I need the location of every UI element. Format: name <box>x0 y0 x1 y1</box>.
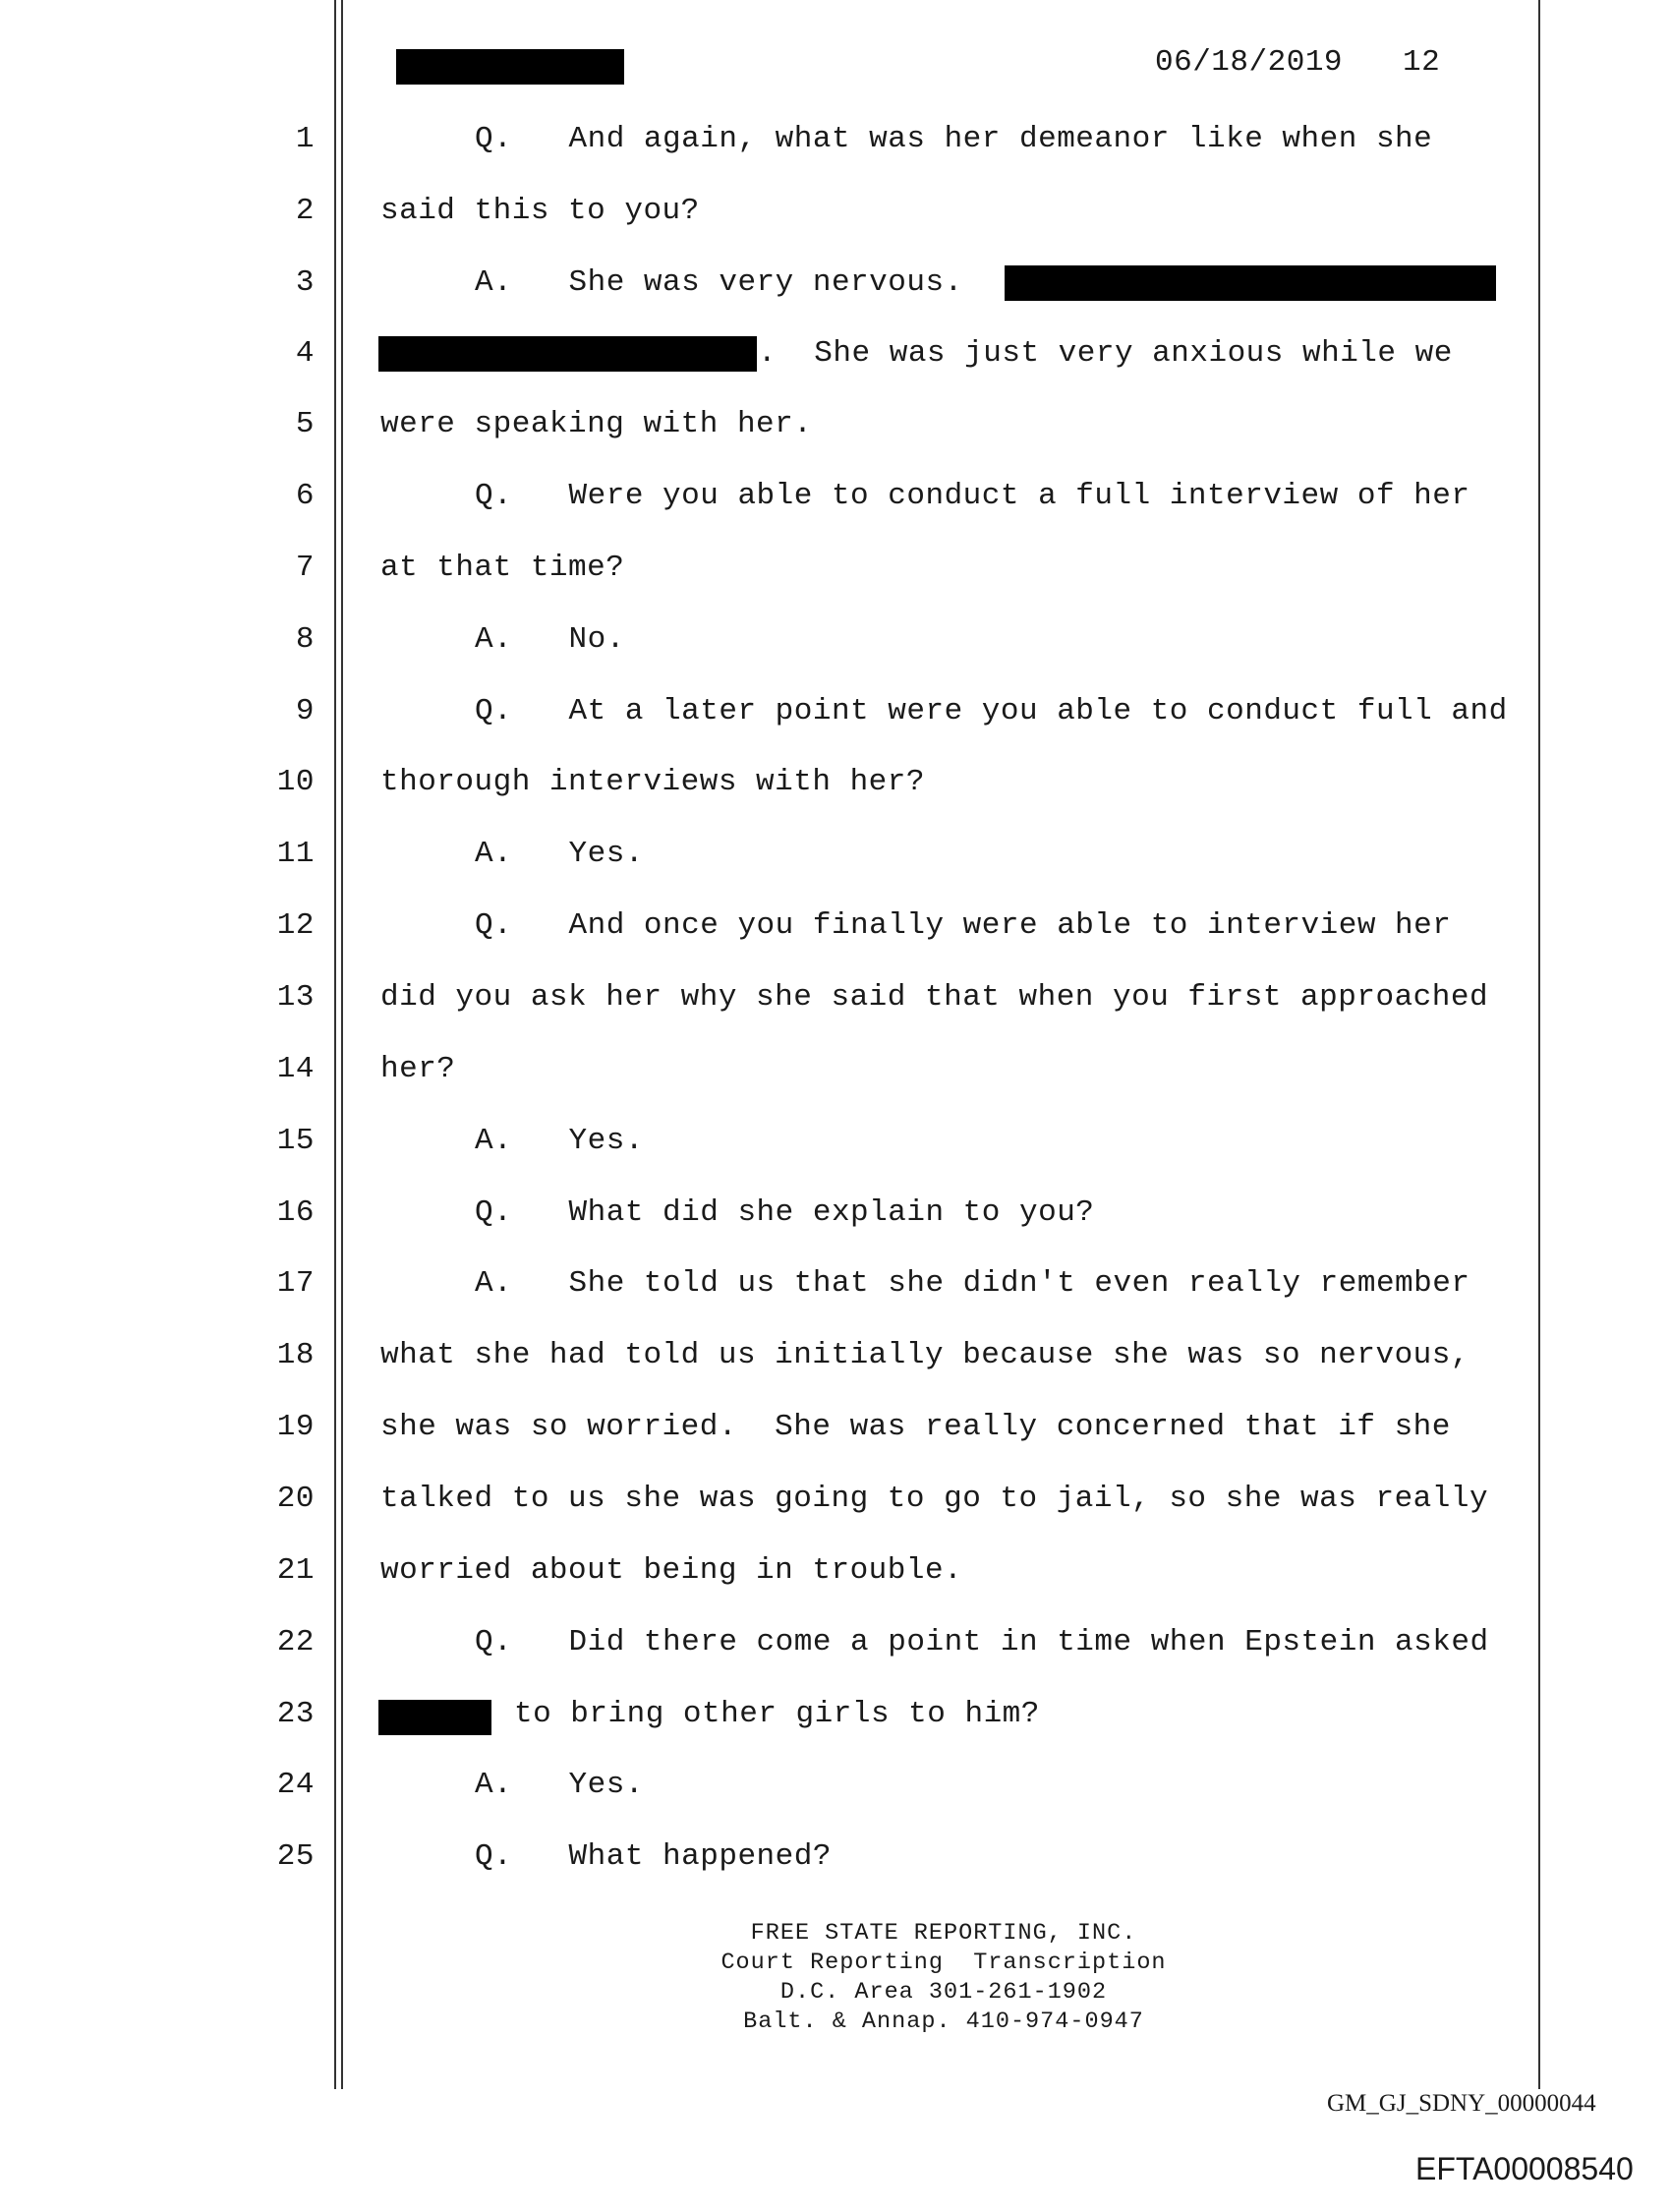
footer-balt-phone: Balt. & Annap. 410-974-0947 <box>743 2008 1144 2035</box>
line-number: 16 <box>276 1195 315 1230</box>
line-number: 12 <box>276 908 315 943</box>
footer-dc-phone: D.C. Area 301-261-1902 <box>779 1979 1108 2006</box>
efta-number: EFTA00008540 <box>1415 2151 1634 2186</box>
transcript-line: she was so worried. She was really concerned that if she <box>380 1410 1451 1444</box>
line-number: 17 <box>276 1266 315 1301</box>
transcript-line: at that time? <box>380 551 625 585</box>
transcript-line: Q. And again, what was her demeanor like when she <box>475 122 1433 156</box>
line-number: 13 <box>276 980 315 1015</box>
transcript-line: to bring other girls to him? <box>514 1697 1040 1731</box>
transcript-line: said this to you? <box>380 194 700 228</box>
header-redaction <box>396 49 624 85</box>
line-number: 9 <box>295 694 315 728</box>
line-number: 1 <box>295 122 315 156</box>
header-date: 06/18/2019 <box>1155 45 1344 80</box>
transcript-line: Q. What happened? <box>475 1839 832 1874</box>
transcript-line: did you ask her why she said that when you first approached <box>380 980 1489 1015</box>
line-number: 23 <box>276 1697 315 1731</box>
redaction-block <box>1005 265 1496 301</box>
transcript-line: her? <box>380 1052 456 1086</box>
transcript-line: Q. What did she explain to you? <box>475 1195 1095 1230</box>
transcript-line: Q. And once you finally were able to interview her <box>475 908 1452 943</box>
line-number: 6 <box>295 479 315 513</box>
transcript-line: were speaking with her. <box>380 407 813 441</box>
transcript-line: worried about being in trouble. <box>380 1553 963 1588</box>
line-number: 7 <box>295 551 315 585</box>
transcript-line: . She was just very anxious while we <box>758 336 1453 371</box>
line-number: 18 <box>276 1338 315 1372</box>
redaction-block <box>378 1700 491 1735</box>
line-number: 25 <box>276 1839 315 1874</box>
line-number: 20 <box>276 1482 315 1516</box>
line-number: 14 <box>276 1052 315 1086</box>
transcript-line: thorough interviews with her? <box>380 765 925 799</box>
line-number: 24 <box>276 1768 315 1802</box>
left-margin-rule-1 <box>334 0 336 2089</box>
header-page-number: 12 <box>1403 45 1441 80</box>
transcript-line: Q. Did there come a point in time when Epstein asked <box>475 1625 1489 1659</box>
transcript-line: A. Yes. <box>475 1768 644 1802</box>
line-number: 22 <box>276 1625 315 1659</box>
transcript-line: talked to us she was going to go to jail, so she was really <box>380 1482 1489 1516</box>
bates-number: GM_GJ_SDNY_00000044 <box>1327 2090 1596 2117</box>
line-number: 5 <box>295 407 315 441</box>
transcript-line: Q. At a later point were you able to conduct full and <box>475 694 1508 728</box>
line-number: 11 <box>276 837 315 871</box>
transcript-line: A. No. <box>475 622 625 657</box>
footer-company: FREE STATE REPORTING, INC. <box>750 1920 1137 1947</box>
transcript-line: A. Yes. <box>475 1124 644 1158</box>
line-number: 10 <box>276 765 315 799</box>
line-number: 21 <box>276 1553 315 1588</box>
transcript-line: A. Yes. <box>475 837 644 871</box>
transcript-line: what she had told us initially because she was so nervous, <box>380 1338 1469 1372</box>
reporter-footer <box>590 1919 1297 2037</box>
line-number: 19 <box>276 1410 315 1444</box>
line-number: 3 <box>295 265 315 300</box>
line-number: 4 <box>295 336 315 371</box>
left-margin-rule-2 <box>341 0 343 2089</box>
right-margin-rule <box>1538 0 1540 2089</box>
transcript-line: Q. Were you able to conduct a full interview of her <box>475 479 1470 513</box>
redaction-block <box>378 336 757 372</box>
transcript-line: A. She was very nervous. <box>475 265 963 300</box>
transcript-line: A. She told us that she didn't even really remember <box>475 1266 1470 1301</box>
line-number: 2 <box>295 194 315 228</box>
line-number: 15 <box>276 1124 315 1158</box>
line-number: 8 <box>295 622 315 657</box>
footer-services: Court Reporting Transcription <box>720 1950 1167 1976</box>
